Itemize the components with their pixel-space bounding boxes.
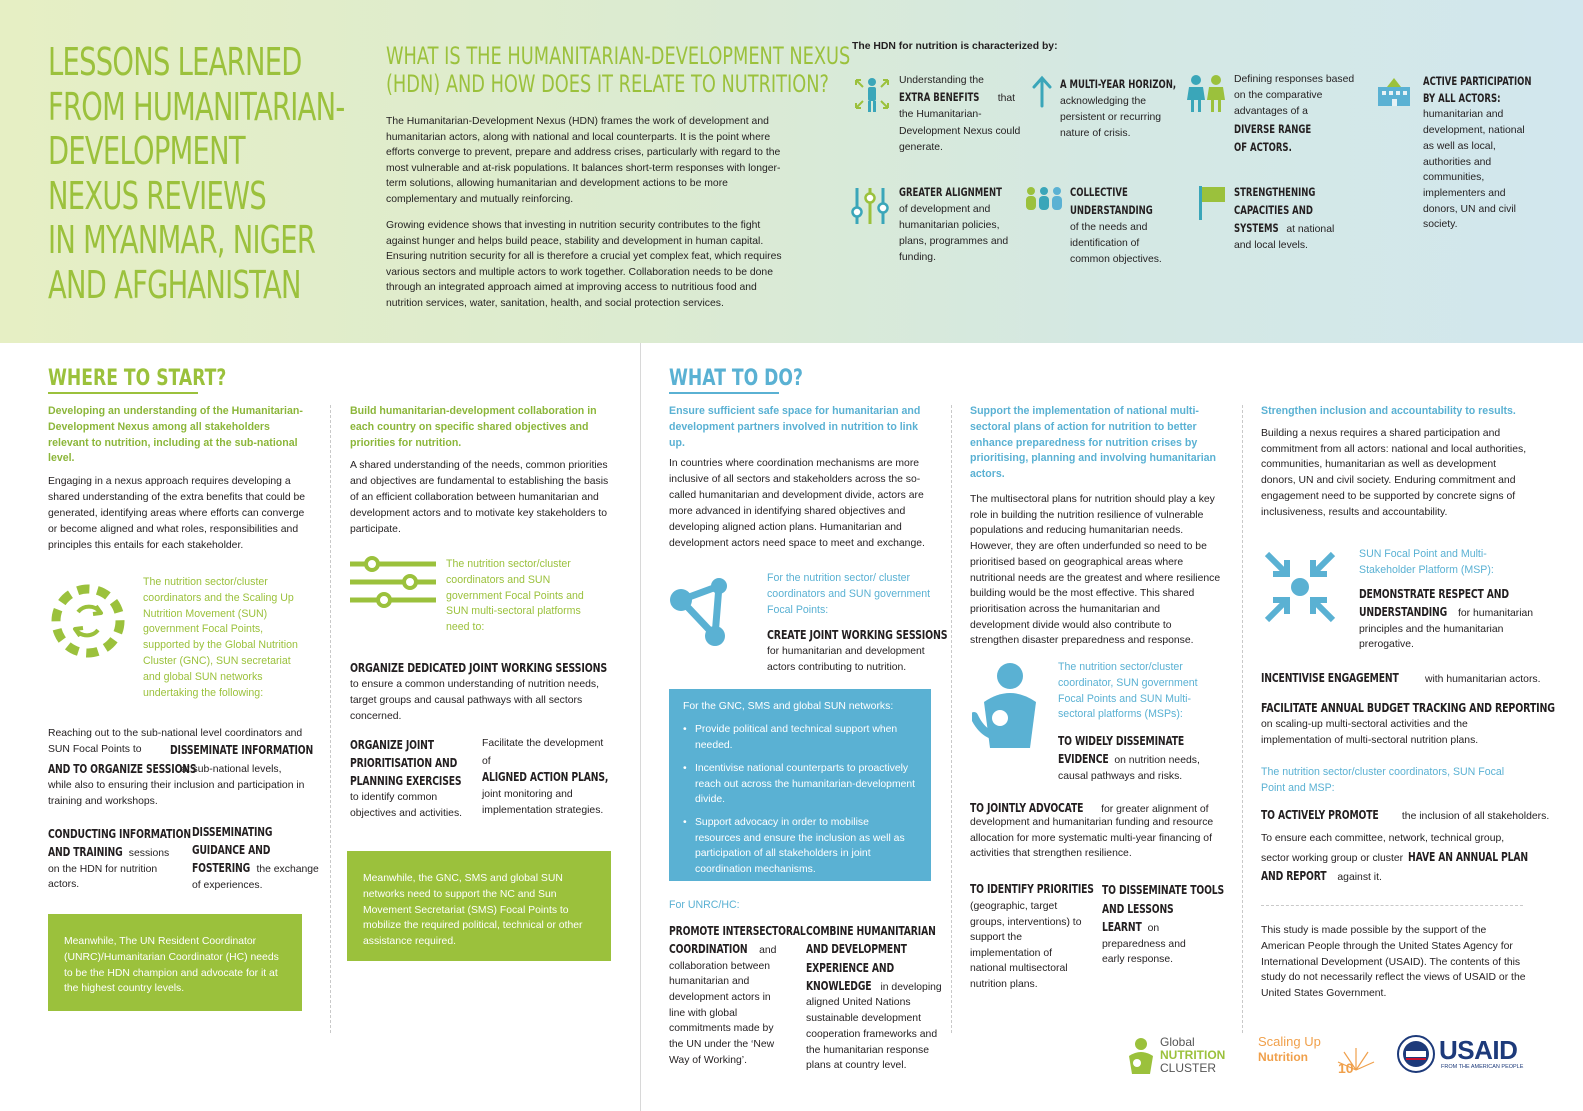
c4-disseminate: TO WIDELY DISSEMINATE EVIDENCE on nutrition needs, causal pathways and risks.: [1058, 733, 1200, 782]
c3-box-item: • Incentivise national counterparts to proactively reach out across the humanitarian-development divide.: [683, 761, 917, 807]
feature-active-participation: ACTIVE PARTICIPATION BY ALL ACTORS: humanitarian and development, national as well as local, authorities and communities, implementers and donors, UN and civil society.: [1423, 74, 1532, 231]
c2-heading: Build humanitarian-development collaboration in each country on specific shared objectives and priorities for nutrition.: [350, 405, 597, 449]
c1-heading: Developing an understanding of the Humanitarian-Development Nexus among all stakeholders relevant to nutrition, including at the sub-national level.: [48, 405, 303, 465]
two-people-icon: [1184, 74, 1228, 114]
feature-greater-alignment: GREATER ALIGNMENT of development and humanitarian policies, plans, programmes and funding.: [899, 185, 1009, 263]
hdn-intro-1: The Humanitarian-Development Nexus (HDN) frames the work of development and humanitarian actors, along with national and local counterparts. It is the point where efforts converge to prevent, prepare and address crises, particularly with regard to the most vulnerable and at-risk populations. It balances short-term responses with longer-term solutions, allowing humanitarian and development actions to be more complementary and mutually reinforcing.: [386, 116, 781, 205]
divider-1: [330, 405, 331, 1033]
c1-reach-bold2: AND TO ORGANIZE SESSIONS: [48, 761, 197, 776]
where-underline: [48, 392, 198, 394]
c3-combine: COMBINE HUMANITARIAN AND DEVELOPMENT EXPERIENCE AND KNOWLEDGE in developing aligned United Nations sustainable development cooperation frameworks and the humanitarian response plans at country level.: [806, 923, 942, 1072]
c5-actively: TO ACTIVELY PROMOTE the inclusion of all stakeholders.: [1261, 807, 1550, 822]
study-divider: [1261, 905, 1523, 906]
divider-center: [640, 343, 641, 1111]
c1-reach-post: at sub-national levels,: [181, 764, 282, 775]
c1-actors: The nutrition sector/cluster coordinators and the Scaling Up Nutrition Movement (SUN) government Focal Points, supported by the Global Nutrition Cluster (GNC), SUN secretariat and global SUN networks undertaking the following:: [143, 576, 298, 699]
c3-heading: Ensure sufficient safe space for humanitarian and development partners involved in nutrition to link up.: [669, 405, 921, 449]
c3-promote: PROMOTE INTERSECTORAL COORDINATION and collaboration between humanitarian and development actors in line with global commitments made by the UN under the ‘New Way of Working’.: [669, 923, 806, 1066]
network-icon: [667, 578, 751, 648]
c5-demonstrate: DEMONSTRATE RESPECT AND UNDERSTANDING for humanitarian principles and the humanitarian prerogative.: [1359, 586, 1534, 651]
c5-ensure-3: AND REPORT against it.: [1261, 868, 1382, 883]
c5-actors: SUN Focal Point and Multi-Stakeholder Platform (MSP):: [1359, 548, 1494, 576]
c5-ensure-2: sector working group or cluster HAVE AN ANNUAL PLAN: [1261, 849, 1528, 864]
c4-advocate-bold: TO JOINTLY ADVOCATE for greater alignment of: [970, 800, 1209, 815]
group-icon: [1024, 186, 1064, 212]
c2-actors: The nutrition sector/cluster coordinators and SUN government Focal Points and SUN multi-sectoral platforms need to:: [446, 558, 584, 634]
c1-reach: Reaching out to the sub-national level coordinators and SUN Focal Points to: [48, 728, 303, 755]
c4-tools: TO DISSEMINATE TOOLS AND LESSONS LEARNT on preparedness and early response.: [1102, 882, 1225, 966]
feature-diverse-range: Defining responses based on the comparative advantages of a DIVERSE RANGE OF ACTORS.: [1234, 74, 1355, 154]
c4-body: The multisectoral plans for nutrition should play a key role in building the nutrition resilience of vulnerable populations and reducing humanitarian needs. However, they are often underfunded so need to be prioritised based on geographical areas where nutritional needs are the greatest and where resilience building would be the most effective. This shared prioritisation across the humanitarian and development divide would also contribute to strengthen disaster preparedness and response.: [970, 494, 1221, 647]
arrow-up-icon: [1030, 74, 1054, 108]
c2-planning: ORGANIZE JOINT PRIORITISATION AND PLANNING EXERCISES to identify common objectives and activities.: [350, 737, 463, 819]
where-title: WHERE TO START?: [48, 366, 227, 391]
c5-heading: Strengthen inclusion and accountability to results.: [1261, 405, 1516, 417]
what-underline: [669, 392, 779, 394]
mother-child-icon: [972, 662, 1048, 750]
c2-body: A shared understanding of the needs, common priorities and objectives are fundamental to establishing the basis of an efficient collaboration between humanitarian and development actors and to motivate key stakeholders to participate.: [350, 460, 609, 535]
c5-incentivise: INCENTIVISE ENGAGEMENT with humanitarian actors.: [1261, 670, 1541, 685]
c1-conducting: CONDUCTING INFORMATION AND TRAINING sessions on the HDN for nutrition actors.: [48, 826, 191, 891]
c5-facilitate: on scaling-up multi-sectoral activities and the implementation of multi-sectoral nutrition plans.: [1261, 719, 1479, 746]
c3-actors: For the nutrition sector/ cluster coordinators and SUN government Focal Points:: [767, 572, 931, 616]
characterized-title: The HDN for nutrition is characterized by:: [852, 41, 1058, 52]
c1-body: Engaging in a nexus approach requires developing a shared understanding of the extra benefits that could be generated, identifying areas where efforts can converge or become aligned and what roles, responsibilities and principles this entails for each stakeholder.: [48, 476, 306, 551]
buildings-icon: [1377, 77, 1411, 107]
usaid-logo: USAID FROM THE AMERICAN PEOPLE: [1397, 1034, 1527, 1078]
usaid-seal-icon: [1397, 1034, 1435, 1074]
flag-icon: [1196, 184, 1228, 222]
c2-organize-bold: ORGANIZE DEDICATED JOINT WORKING SESSIONS: [350, 661, 608, 676]
people-arrows-icon: [852, 74, 892, 114]
cycle-icon: [46, 582, 130, 660]
c2-facilitate: Facilitate the development of ALIGNED ACTION PLANS, joint monitoring and implementation strategies.: [482, 738, 609, 816]
divider-4: [1242, 405, 1243, 1033]
c1-disseminating: DISSEMINATING GUIDANCE AND FOSTERING the exchange of experiences.: [192, 824, 319, 891]
c3-create: for humanitarian and development actors contributing to nutrition.: [767, 646, 925, 673]
study-note: This study is made possible by the support of the American People through the United States Agency for International Development (USAID). The contents of this study do not necessarily reflect the views of USAID or the United States Government.: [1261, 925, 1526, 1000]
feature-collective-understanding: COLLECTIVE UNDERSTANDING of the needs and identification of common objectives.: [1070, 185, 1162, 265]
divider-3: [951, 405, 952, 1033]
c4-priorities: TO IDENTIFY PRIORITIES (geographic, target groups, interventions) to support the implementation of national multisectoral nutrition plans.: [970, 881, 1094, 990]
c5-actors-2: The nutrition sector/cluster coordinators, SUN Focal Point and MSP:: [1261, 766, 1505, 794]
page-title: LESSONS LEARNED FROM HUMANITARIAN- DEVELOPMENT NEXUS REVIEWS IN MYANMAR, NIGER AND AFGHANISTAN: [48, 40, 345, 307]
feature-extra-benefits: Understanding the EXTRA BENEFITS that the Humanitarian-Development Nexus could generate.: [899, 75, 1021, 153]
converge-arrows-icon: [1261, 550, 1339, 624]
c1-reach-bold1: DISSEMINATE INFORMATION: [170, 742, 314, 757]
c2-organize: to ensure a common understanding of nutrition needs, target groups and causal pathways with all sectors concerned.: [350, 679, 599, 722]
sliders-icon: [851, 186, 889, 226]
c5-ensure: To ensure each committee, network, technical group,: [1261, 833, 1505, 844]
c3-body: In countries where coordination mechanisms are more inclusive of all sectors and stakeholders across the so-called humanitarian and development divide, actors are more advanced in identifying shared objectives and developing aligned action plans. Humanitarian and development actors need space to meet and exchange.: [669, 458, 925, 549]
gnc-logo-icon: [1124, 1036, 1158, 1076]
c3-box-item: • Provide political and technical support when needed.: [683, 722, 917, 753]
hdn-intro-2: Growing evidence shows that investing in nutrition security contributes to the fight against hunger and helps build peace, stability and development in human capital. Ensuring nutrition security for all is therefore a crucial yet complex feat, which requires various sectors and multiple actors to work together. Collaboration needs to be done through an integrated approach aimed at improving access to nutritious food and nutrition services, water, sanitation, health, and social protection services.: [386, 220, 782, 309]
c5-facilitate-bold: FACILITATE ANNUAL BUDGET TRACKING AND REPORTING: [1261, 701, 1555, 716]
c2-gnc-box: Meanwhile, the GNC, SMS and global SUN networks need to support the NC and Sun Movement Secretariat (SMS) Focal Points to mobilize the required political, technical or other assistance required.: [347, 851, 611, 961]
c4-heading: Support the implementation of national multi-sectoral plans of action for nutrition to better enhance preparedness for nutrition crises by prioritising, planning and involving humanitarian actors.: [970, 405, 1217, 481]
c1-reach-post2: while also to ensuring their inclusion and participation in training and workshops.: [48, 780, 305, 807]
hdn-title: WHAT IS THE HUMANITARIAN-DEVELOPMENT NEXUS (HDN) AND HOW DOES IT RELATE TO NUTRITION?: [386, 42, 851, 98]
c3-unrc-label: For UNRC/HC:: [669, 899, 740, 911]
feature-strengthening: STRENGTHENING CAPACITIES AND SYSTEMS at national and local levels.: [1234, 185, 1335, 251]
gnc-logo: Global NUTRITION CLUSTER: [1124, 1034, 1244, 1078]
what-title: WHAT TO DO?: [669, 366, 803, 391]
c3-create-bold: CREATE JOINT WORKING SESSIONS: [767, 628, 948, 643]
c4-actors: The nutrition sector/cluster coordinator, SUN government Focal Points and SUN Multi-sectoral platforms (MSPs):: [1058, 661, 1198, 721]
c1-unrc-box: Meanwhile, The UN Resident Coordinator (UNRC)/Humanitarian Coordinator (HC) needs to be the HDN champion and advocate for it at the highest country levels.: [48, 914, 302, 1011]
c3-box-item: • Support advocacy in order to mobilise resources and ensure the inclusion as well as participation of all stakeholders in joint coordination mechanisms.: [683, 815, 917, 877]
c5-body: Building a nexus requires a shared participation and commitment from all actors: national and local authorities, communities, humanitarian as well as development donors, UN and civil society. Enduring commitment and engagement need to be supported by concrete signs of inclusiveness, results and accountability.: [1261, 428, 1527, 518]
feature-multi-year: A MULTI-YEAR HORIZON, acknowledging the persistent or recurring nature of crisis.: [1060, 77, 1177, 139]
sun-logo: Scaling Up Nutrition 10: [1258, 1034, 1378, 1080]
c4-advocate: development and humanitarian funding and resource allocation for more systematic multi-year financing of activities that strengthen resilience.: [970, 817, 1214, 860]
c3-gnc-box: For the GNC, SMS and global SUN networks: • Provide political and technical support when needed. • Incentivise national counterparts to proactively reach out across the humanitarian-development divide. • Support advocacy in order to mobilise resources and ensure the inclusion as well as participation of all stakeholders in joint coordination mechanisms.: [669, 689, 931, 881]
sliders-horizontal-icon: [350, 556, 436, 608]
